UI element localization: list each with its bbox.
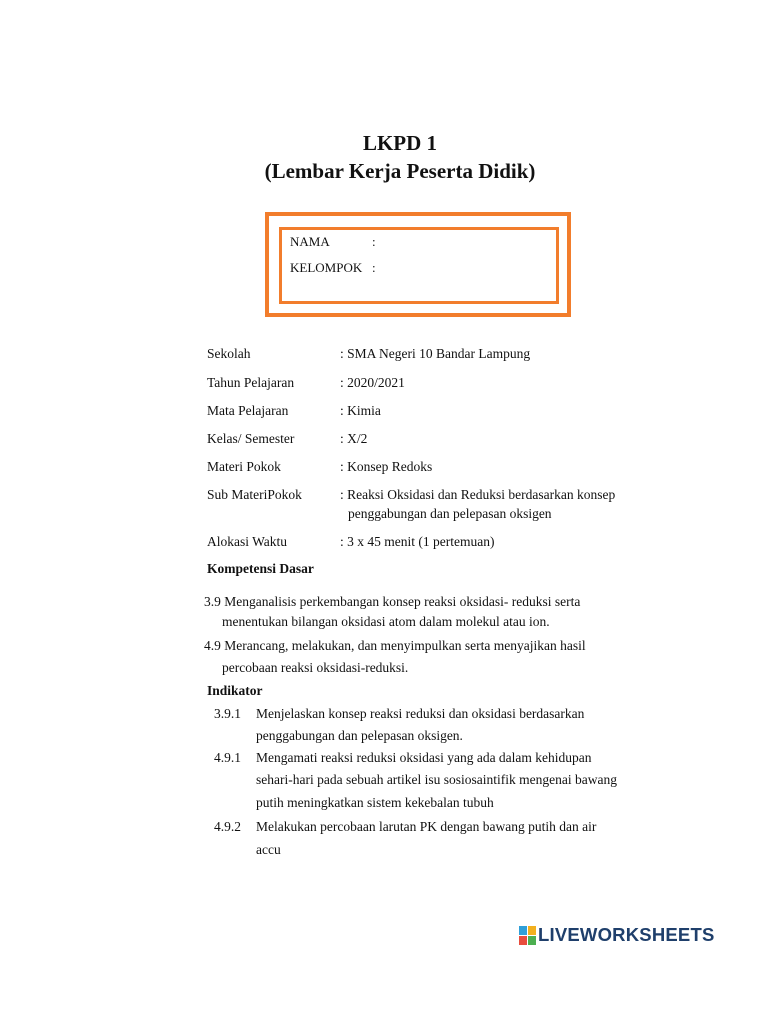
info-value: : 2020/2021 <box>340 375 405 390</box>
liveworksheets-logo-text: LIVEWORKSHEETS <box>538 924 715 945</box>
info-value-continued: penggabungan dan pelepasan oksigen <box>348 506 552 521</box>
indikator-number: 3.9.1 <box>214 706 241 721</box>
indikator-line: Melakukan percobaan larutan PK dengan bawang putih dan air <box>256 819 597 834</box>
info-label: Sekolah <box>207 346 251 361</box>
info-value: : Konsep Redoks <box>340 459 433 474</box>
indikator-heading: Indikator <box>207 683 263 698</box>
info-label: Tahun Pelajaran <box>207 375 295 390</box>
worksheet-title: LKPD 1 <box>362 131 438 155</box>
kompetensi-item-line: percobaan reaksi oksidasi-reduksi. <box>222 660 409 675</box>
indikator-line: putih meningkatkan sistem kekebalan tubuh <box>256 795 494 810</box>
info-label: Materi Pokok <box>207 459 281 474</box>
indikator-number: 4.9.1 <box>214 750 241 765</box>
indikator-number: 4.9.2 <box>214 819 241 834</box>
liveworksheets-logo-icon <box>519 926 535 944</box>
name-label: NAMA <box>290 234 330 249</box>
indikator-line: Mengamati reaksi reduksi oksidasi yang ada dalam kehidupan <box>256 750 592 765</box>
group-field[interactable] <box>290 260 376 276</box>
name-colon: : <box>372 234 376 249</box>
liveworksheets-logo <box>519 923 715 947</box>
indikator-line: penggabungan dan pelepasan oksigen. <box>256 728 463 743</box>
kompetensi-item-line: menentukan bilangan oksidasi atom dalam molekul atau ion. <box>222 614 550 629</box>
group-colon: : <box>372 260 376 275</box>
info-label: Sub MateriPokok <box>207 487 302 502</box>
kompetensi-heading: Kompetensi Dasar <box>207 561 314 576</box>
indikator-line: Menjelaskan konsep reaksi reduksi dan oksidasi berdasarkan <box>256 706 585 721</box>
kompetensi-item-line: 3.9 Menganalisis perkembangan konsep reaksi oksidasi- reduksi serta <box>204 594 581 609</box>
indikator-line: accu <box>256 842 281 857</box>
info-value: : X/2 <box>340 431 368 446</box>
info-value: : Reaksi Oksidasi dan Reduksi berdasarkan konsep <box>340 487 616 502</box>
info-value: : Kimia <box>340 403 381 418</box>
info-label: Mata Pelajaran <box>207 403 289 418</box>
name-field[interactable] <box>290 234 376 250</box>
worksheet-subtitle: (Lembar Kerja Peserta Didik) <box>264 159 536 183</box>
kompetensi-item-line: 4.9 Merancang, melakukan, dan menyimpulkan serta menyajikan hasil <box>204 638 586 653</box>
info-value: : SMA Negeri 10 Bandar Lampung <box>340 346 531 361</box>
info-label: Kelas/ Semester <box>207 431 295 446</box>
group-label: KELOMPOK <box>290 260 363 275</box>
info-label: Alokasi Waktu <box>207 534 288 549</box>
info-value: : 3 x 45 menit (1 pertemuan) <box>340 534 495 549</box>
indikator-line: sehari-hari pada sebuah artikel isu sosiosaintifik mengenai bawang <box>256 772 618 787</box>
